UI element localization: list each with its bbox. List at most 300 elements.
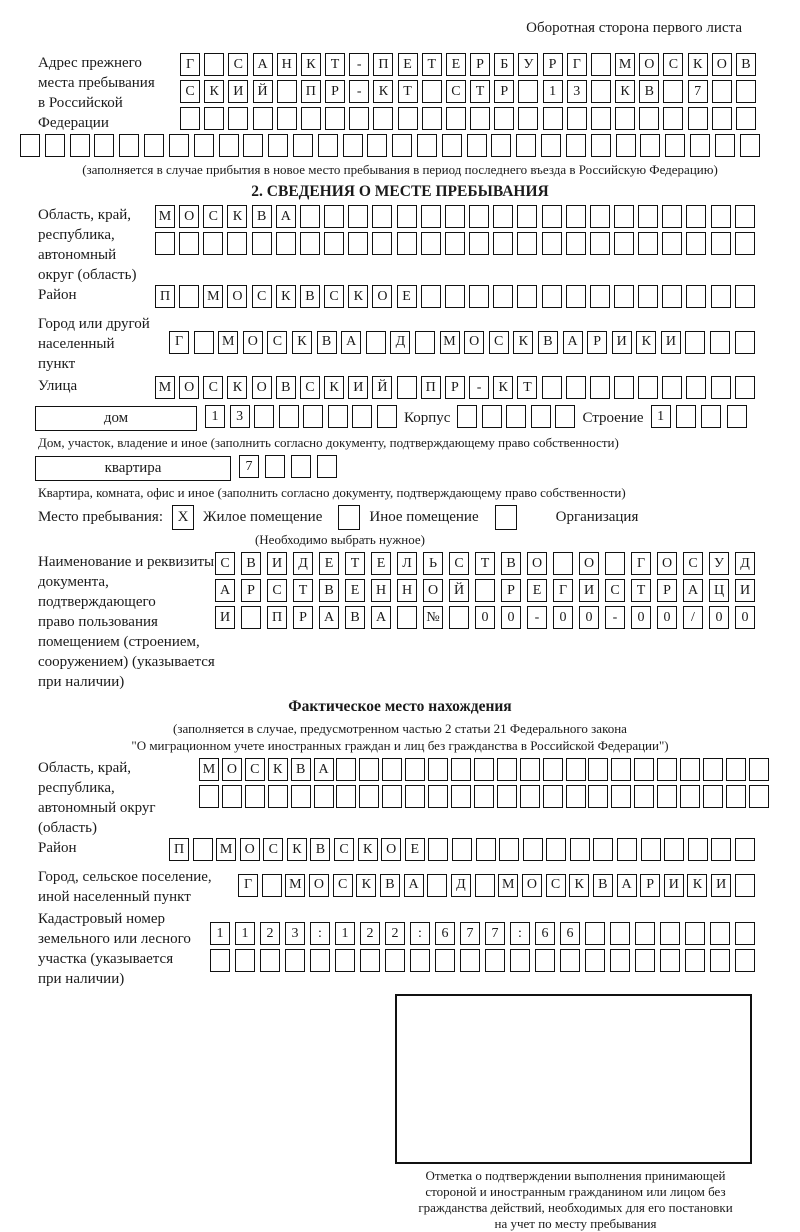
char-cell[interactable] [715,134,735,157]
char-cell[interactable]: 7 [688,80,708,103]
char-cell[interactable] [506,405,526,428]
char-cell[interactable] [740,134,760,157]
char-cell[interactable]: К [493,376,513,399]
checkbox-organization[interactable] [495,505,517,530]
char-cell[interactable] [469,232,489,255]
char-cell[interactable] [735,376,755,399]
char-cell[interactable] [277,80,297,103]
char-cell[interactable]: В [538,331,558,354]
char-cell[interactable]: К [615,80,635,103]
char-cell[interactable]: П [301,80,321,103]
char-cell[interactable]: О [381,838,401,861]
char-cell[interactable] [494,107,514,130]
char-cell[interactable]: Й [449,579,469,602]
char-cell[interactable] [442,134,462,157]
char-cell[interactable] [638,376,658,399]
char-cell[interactable] [348,232,368,255]
char-cell[interactable]: П [267,606,287,629]
char-cell[interactable] [546,838,566,861]
char-cell[interactable] [662,232,682,255]
char-cell[interactable]: 3 [567,80,587,103]
char-cell[interactable]: Е [398,53,418,76]
char-cell[interactable]: 6 [435,922,455,945]
char-cell[interactable] [235,949,255,972]
char-cell[interactable] [301,107,321,130]
char-cell[interactable]: Н [371,579,391,602]
char-cell[interactable]: Р [494,80,514,103]
char-cell[interactable] [445,232,465,255]
char-cell[interactable]: 2 [360,922,380,945]
char-cell[interactable]: И [661,331,681,354]
char-cell[interactable] [520,785,540,808]
char-cell[interactable] [277,107,297,130]
char-cell[interactable] [634,785,654,808]
char-cell[interactable]: 7 [485,922,505,945]
char-cell[interactable]: П [155,285,175,308]
char-cell[interactable] [712,107,732,130]
char-cell[interactable]: К [356,874,376,897]
char-cell[interactable] [392,134,412,157]
char-cell[interactable] [499,838,519,861]
char-cell[interactable] [324,205,344,228]
char-cell[interactable]: С [300,376,320,399]
char-cell[interactable] [535,949,555,972]
char-cell[interactable]: Т [470,80,490,103]
char-cell[interactable] [474,758,494,781]
char-cell[interactable]: Д [451,874,471,897]
char-cell[interactable]: К [513,331,533,354]
char-cell[interactable] [435,949,455,972]
char-cell[interactable]: Р [587,331,607,354]
char-cell[interactable]: К [687,874,707,897]
char-cell[interactable]: 0 [475,606,495,629]
char-cell[interactable]: И [664,874,684,897]
char-cell[interactable]: О [522,874,542,897]
char-cell[interactable]: С [203,376,223,399]
char-cell[interactable]: 1 [210,922,230,945]
char-cell[interactable] [543,785,563,808]
char-cell[interactable]: А [314,758,334,781]
char-cell[interactable] [736,107,756,130]
char-cell[interactable]: Д [735,552,755,575]
char-cell[interactable] [476,838,496,861]
char-cell[interactable]: А [683,579,703,602]
char-cell[interactable] [485,949,505,972]
char-cell[interactable]: Д [390,331,410,354]
char-cell[interactable] [421,205,441,228]
char-cell[interactable] [657,758,677,781]
char-cell[interactable] [531,405,551,428]
char-cell[interactable] [711,232,731,255]
char-cell[interactable] [397,232,417,255]
char-cell[interactable] [520,758,540,781]
char-cell[interactable]: С [334,838,354,861]
char-cell[interactable]: К [348,285,368,308]
char-cell[interactable] [703,785,723,808]
char-cell[interactable] [638,232,658,255]
char-cell[interactable]: Т [398,80,418,103]
char-cell[interactable] [635,949,655,972]
char-cell[interactable] [359,785,379,808]
char-cell[interactable] [252,232,272,255]
char-cell[interactable] [605,552,625,575]
char-cell[interactable]: В [252,205,272,228]
char-cell[interactable]: К [287,838,307,861]
char-cell[interactable] [348,205,368,228]
char-cell[interactable] [680,785,700,808]
char-cell[interactable]: В [736,53,756,76]
char-cell[interactable] [94,134,114,157]
char-cell[interactable]: - [605,606,625,629]
char-cell[interactable] [179,285,199,308]
char-cell[interactable] [735,838,755,861]
char-cell[interactable] [279,405,299,428]
char-cell[interactable]: В [317,331,337,354]
char-cell[interactable]: Е [345,579,365,602]
char-cell[interactable]: 1 [205,405,225,428]
char-cell[interactable] [663,80,683,103]
char-cell[interactable]: М [155,376,175,399]
char-cell[interactable]: М [440,331,460,354]
char-cell[interactable] [219,134,239,157]
char-cell[interactable] [634,758,654,781]
checkbox-residential[interactable]: X [172,505,194,530]
char-cell[interactable]: О [222,758,242,781]
char-cell[interactable]: О [309,874,329,897]
char-cell[interactable] [328,405,348,428]
char-cell[interactable] [523,838,543,861]
char-cell[interactable]: М [216,838,236,861]
char-cell[interactable] [590,232,610,255]
char-cell[interactable] [726,758,746,781]
char-cell[interactable] [254,405,274,428]
char-cell[interactable]: С [324,285,344,308]
char-cell[interactable]: О [639,53,659,76]
char-cell[interactable]: М [498,874,518,897]
char-cell[interactable] [268,134,288,157]
char-cell[interactable]: Е [446,53,466,76]
char-cell[interactable] [428,838,448,861]
char-cell[interactable] [566,376,586,399]
char-cell[interactable] [638,285,658,308]
char-cell[interactable] [265,455,285,478]
char-cell[interactable]: В [639,80,659,103]
char-cell[interactable]: Т [325,53,345,76]
char-cell[interactable] [372,232,392,255]
char-cell[interactable]: Г [631,552,651,575]
char-cell[interactable] [241,606,261,629]
char-cell[interactable] [735,331,755,354]
char-cell[interactable]: М [155,205,175,228]
char-cell[interactable]: Т [422,53,442,76]
char-cell[interactable] [193,838,213,861]
char-cell[interactable]: С [252,285,272,308]
char-cell[interactable]: И [735,579,755,602]
char-cell[interactable]: У [518,53,538,76]
char-cell[interactable] [335,949,355,972]
char-cell[interactable]: - [527,606,547,629]
char-cell[interactable]: С [228,53,248,76]
char-cell[interactable] [662,285,682,308]
char-cell[interactable] [588,758,608,781]
char-cell[interactable]: А [617,874,637,897]
char-cell[interactable] [155,232,175,255]
char-cell[interactable]: 7 [239,455,259,478]
char-cell[interactable] [690,134,710,157]
char-cell[interactable] [405,785,425,808]
char-cell[interactable]: В [310,838,330,861]
char-cell[interactable] [20,134,40,157]
char-cell[interactable]: А [563,331,583,354]
char-cell[interactable] [204,107,224,130]
char-cell[interactable] [421,232,441,255]
char-cell[interactable]: Р [293,606,313,629]
char-cell[interactable] [491,134,511,157]
char-cell[interactable] [373,107,393,130]
char-cell[interactable]: Р [325,80,345,103]
char-cell[interactable] [555,405,575,428]
char-cell[interactable]: С [203,205,223,228]
char-cell[interactable] [382,758,402,781]
char-cell[interactable] [711,205,731,228]
char-cell[interactable] [570,838,590,861]
char-cell[interactable] [493,232,513,255]
char-cell[interactable]: П [373,53,393,76]
char-cell[interactable]: Е [371,552,391,575]
char-cell[interactable] [686,285,706,308]
char-cell[interactable] [360,949,380,972]
char-cell[interactable] [367,134,387,157]
char-cell[interactable] [318,134,338,157]
char-cell[interactable] [204,53,224,76]
char-cell[interactable] [397,376,417,399]
char-cell[interactable] [457,405,477,428]
char-cell[interactable]: С [663,53,683,76]
char-cell[interactable]: Р [445,376,465,399]
char-cell[interactable]: П [169,838,189,861]
char-cell[interactable] [194,331,214,354]
char-cell[interactable] [688,107,708,130]
char-cell[interactable] [410,949,430,972]
char-cell[interactable] [735,949,755,972]
char-cell[interactable] [710,949,730,972]
char-cell[interactable] [610,949,630,972]
char-cell[interactable]: Н [397,579,417,602]
char-cell[interactable] [285,949,305,972]
char-cell[interactable] [542,232,562,255]
char-cell[interactable] [710,331,730,354]
char-cell[interactable] [293,134,313,157]
char-cell[interactable]: С [267,331,287,354]
char-cell[interactable] [662,205,682,228]
char-cell[interactable]: Т [475,552,495,575]
char-cell[interactable] [610,922,630,945]
char-cell[interactable] [474,785,494,808]
char-cell[interactable]: М [285,874,305,897]
char-cell[interactable] [300,205,320,228]
char-cell[interactable]: Г [180,53,200,76]
char-cell[interactable]: О [372,285,392,308]
char-cell[interactable] [451,785,471,808]
char-cell[interactable]: Г [567,53,587,76]
char-cell[interactable]: Ь [423,552,443,575]
char-cell[interactable] [680,758,700,781]
char-cell[interactable] [542,376,562,399]
char-cell[interactable]: Г [553,579,573,602]
char-cell[interactable] [541,134,561,157]
char-cell[interactable]: Е [319,552,339,575]
char-cell[interactable] [591,80,611,103]
char-cell[interactable] [591,107,611,130]
char-cell[interactable] [460,949,480,972]
char-cell[interactable] [228,107,248,130]
char-cell[interactable] [470,107,490,130]
char-cell[interactable]: И [215,606,235,629]
char-cell[interactable]: А [319,606,339,629]
char-cell[interactable] [686,376,706,399]
char-cell[interactable]: И [612,331,632,354]
char-cell[interactable]: 0 [735,606,755,629]
char-cell[interactable]: В [593,874,613,897]
char-cell[interactable] [617,838,637,861]
char-cell[interactable] [591,53,611,76]
char-cell[interactable] [585,949,605,972]
char-cell[interactable] [660,922,680,945]
char-cell[interactable]: К [358,838,378,861]
char-cell[interactable] [314,785,334,808]
char-cell[interactable]: : [310,922,330,945]
char-cell[interactable] [614,376,634,399]
char-cell[interactable] [210,949,230,972]
char-cell[interactable]: 2 [260,922,280,945]
char-cell[interactable]: О [657,552,677,575]
char-cell[interactable]: Г [238,874,258,897]
char-cell[interactable]: И [348,376,368,399]
char-cell[interactable]: 6 [560,922,580,945]
char-cell[interactable] [566,232,586,255]
char-cell[interactable]: Р [241,579,261,602]
char-cell[interactable] [303,405,323,428]
char-cell[interactable] [469,205,489,228]
char-cell[interactable]: К [276,285,296,308]
char-cell[interactable]: - [469,376,489,399]
char-cell[interactable] [685,331,705,354]
char-cell[interactable] [710,922,730,945]
char-cell[interactable]: О [712,53,732,76]
char-cell[interactable]: Н [277,53,297,76]
char-cell[interactable] [685,922,705,945]
char-cell[interactable] [566,134,586,157]
char-cell[interactable] [382,785,402,808]
char-cell[interactable]: О [179,205,199,228]
char-cell[interactable]: 0 [579,606,599,629]
char-cell[interactable]: К [373,80,393,103]
char-cell[interactable] [711,285,731,308]
char-cell[interactable] [588,785,608,808]
char-cell[interactable]: В [501,552,521,575]
char-cell[interactable] [169,134,189,157]
char-cell[interactable] [415,331,435,354]
char-cell[interactable] [516,134,536,157]
char-cell[interactable]: К [301,53,321,76]
char-cell[interactable] [638,205,658,228]
char-cell[interactable]: И [711,874,731,897]
char-cell[interactable]: 3 [230,405,250,428]
char-cell[interactable] [518,80,538,103]
char-cell[interactable] [427,874,447,897]
char-cell[interactable]: 1 [543,80,563,103]
char-cell[interactable]: М [218,331,238,354]
char-cell[interactable]: С [546,874,566,897]
char-cell[interactable] [268,785,288,808]
char-cell[interactable] [452,838,472,861]
char-cell[interactable] [665,134,685,157]
char-cell[interactable] [497,758,517,781]
char-cell[interactable]: В [380,874,400,897]
char-cell[interactable] [615,107,635,130]
char-cell[interactable] [366,331,386,354]
char-cell[interactable] [421,285,441,308]
char-cell[interactable] [405,758,425,781]
char-cell[interactable]: О [179,376,199,399]
char-cell[interactable] [663,107,683,130]
char-cell[interactable] [422,107,442,130]
char-cell[interactable] [70,134,90,157]
char-cell[interactable]: У [709,552,729,575]
char-cell[interactable] [325,107,345,130]
char-cell[interactable]: М [203,285,223,308]
char-cell[interactable] [352,405,372,428]
checkbox-other-premises[interactable] [338,505,360,530]
char-cell[interactable] [711,376,731,399]
char-cell[interactable]: К [688,53,708,76]
char-cell[interactable]: О [464,331,484,354]
char-cell[interactable]: С [180,80,200,103]
char-cell[interactable] [641,838,661,861]
char-cell[interactable] [397,205,417,228]
char-cell[interactable]: Т [345,552,365,575]
char-cell[interactable] [317,455,337,478]
char-cell[interactable] [510,949,530,972]
char-cell[interactable]: 7 [460,922,480,945]
char-cell[interactable]: К [227,205,247,228]
char-cell[interactable] [336,785,356,808]
char-cell[interactable]: Р [470,53,490,76]
char-cell[interactable] [640,134,660,157]
char-cell[interactable] [726,785,746,808]
char-cell[interactable]: Й [372,376,392,399]
char-cell[interactable]: К [268,758,288,781]
char-cell[interactable]: К [636,331,656,354]
char-cell[interactable] [194,134,214,157]
char-cell[interactable]: Р [640,874,660,897]
char-cell[interactable] [276,232,296,255]
char-cell[interactable] [493,285,513,308]
char-cell[interactable] [686,205,706,228]
char-cell[interactable]: Г [169,331,189,354]
char-cell[interactable]: Б [494,53,514,76]
char-cell[interactable] [119,134,139,157]
char-cell[interactable]: О [579,552,599,575]
char-cell[interactable] [253,107,273,130]
char-cell[interactable] [179,232,199,255]
char-cell[interactable] [349,107,369,130]
char-cell[interactable]: С [263,838,283,861]
char-cell[interactable]: К [324,376,344,399]
char-cell[interactable] [260,949,280,972]
char-cell[interactable]: В [319,579,339,602]
char-cell[interactable]: В [276,376,296,399]
